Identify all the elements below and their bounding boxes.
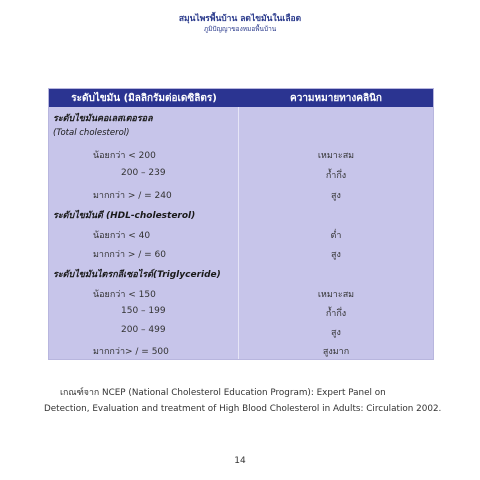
row-value: สูง bbox=[331, 191, 341, 201]
column-header-meaning: ความหมายทางคลินิก bbox=[290, 93, 382, 104]
lipid-levels-table bbox=[48, 88, 434, 360]
header-title: สมุนไพรพื้นบ้าน ลดไขมันในเลือด bbox=[178, 14, 302, 24]
row-label: 200 – 499 bbox=[121, 325, 166, 335]
row-label: น้อยกว่า < 150 bbox=[93, 290, 156, 300]
table-row bbox=[49, 244, 433, 262]
table-row bbox=[49, 108, 433, 126]
table-header bbox=[49, 89, 433, 107]
row-label: ระดับไขมันไตรกลีเซอไรด์(Triglyceride) bbox=[53, 270, 221, 280]
table-row bbox=[49, 145, 433, 163]
row-value: สูง bbox=[331, 250, 341, 260]
table-row bbox=[49, 341, 433, 359]
row-label: น้อยกว่า < 40 bbox=[93, 231, 151, 241]
source-line-1: เกณฑ์จาก NCEP (National Cholesterol Education Program): Expert Panel on bbox=[60, 388, 386, 398]
row-label: น้อยกว่า < 200 bbox=[93, 151, 156, 161]
table-row bbox=[49, 125, 433, 143]
row-value: สูงมาก bbox=[322, 347, 350, 357]
header-subtitle: ภูมิปัญญาของหมอพื้นบ้าน bbox=[203, 25, 277, 33]
column-header-level: ระดับไขมัน (มิลลิกรัมต่อเดซิลิตร) bbox=[71, 93, 217, 104]
row-label: มากกว่า > / = 240 bbox=[93, 191, 172, 201]
table-row bbox=[49, 205, 433, 223]
table-row bbox=[49, 225, 433, 243]
row-label: 200 – 239 bbox=[121, 168, 166, 178]
table-row bbox=[49, 185, 433, 203]
row-value: ก้ำกึ่ง bbox=[325, 171, 347, 181]
table-row bbox=[49, 303, 433, 321]
row-value: ก้ำกึ่ง bbox=[325, 309, 347, 319]
table-row bbox=[49, 165, 433, 183]
row-label: (Total cholesterol) bbox=[53, 128, 130, 138]
row-value: เหมาะสม bbox=[317, 290, 355, 300]
table-row bbox=[49, 284, 433, 302]
row-value: ต่ำ bbox=[330, 231, 342, 241]
row-value: สูง bbox=[331, 328, 341, 338]
row-label: ระดับไขมันดี (HDL-cholesterol) bbox=[53, 211, 196, 221]
row-label: ระดับไขมันคอเลสเตอรอล bbox=[53, 114, 153, 124]
source-line-2: Detection, Evaluation and treatment of High Blood Cholesterol in Adults: Circulation 2002. bbox=[44, 404, 442, 414]
row-value: เหมาะสม bbox=[317, 151, 355, 161]
row-label: มากกว่า > / = 60 bbox=[93, 250, 167, 260]
page-header bbox=[0, 14, 480, 34]
row-label: มากกว่า> / = 500 bbox=[93, 347, 169, 357]
table-row bbox=[49, 322, 433, 340]
page-number: 14 bbox=[234, 456, 246, 466]
table-row bbox=[49, 264, 433, 282]
row-label: 150 – 199 bbox=[121, 306, 166, 316]
